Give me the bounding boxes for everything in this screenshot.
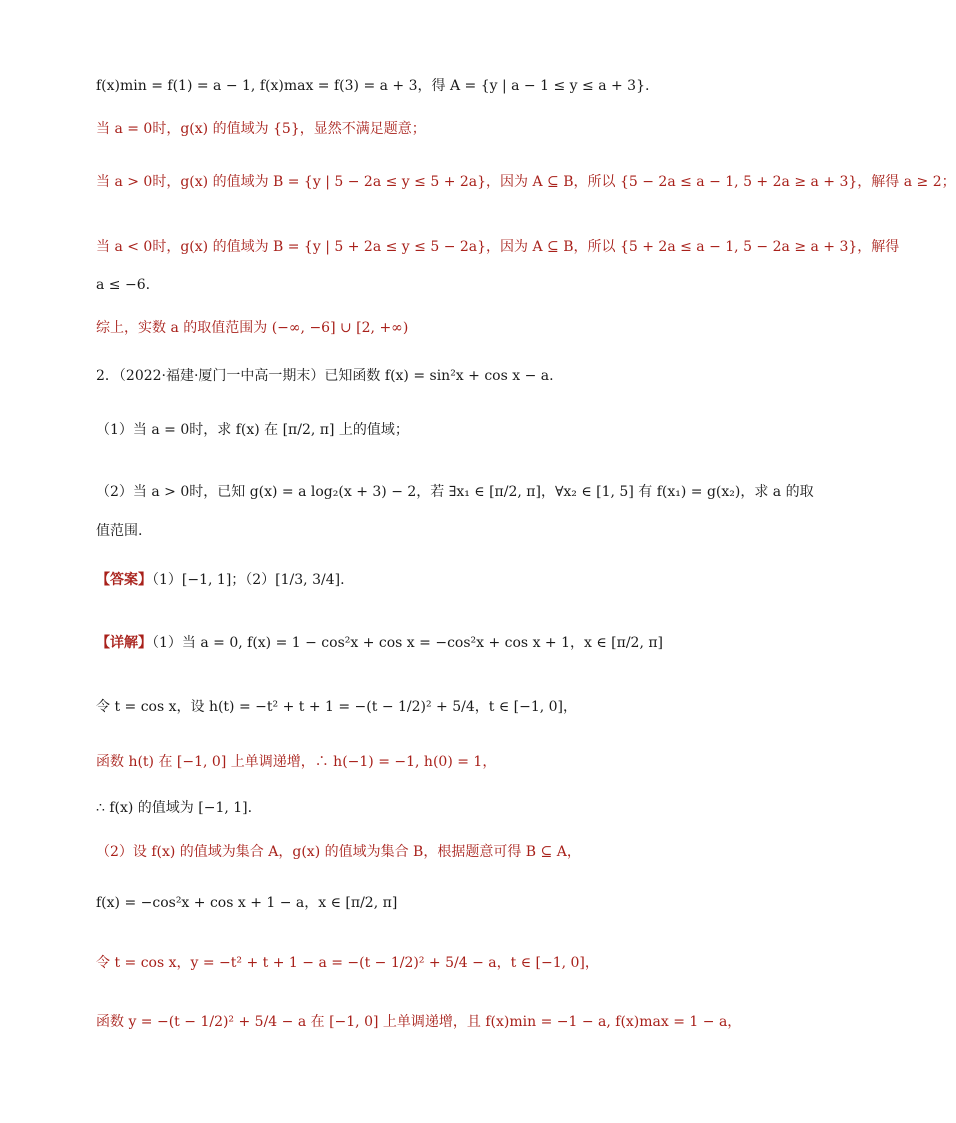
problem-title: 2．（2022·福建·厦门一中高一期末）已知函数 f(x) = sin²x + cos x − a. [96, 368, 554, 384]
text-line-1: f(x)min = f(1) = a − 1, f(x)max = f(3) = a + 3，得 A = {y | a − 1 ≤ y ≤ a + 3}. [96, 78, 650, 94]
text-line-2: 当 a = 0时，g(x) 的值域为 {5}，显然不满足题意； [96, 121, 426, 137]
detail-line-1: 【详解】（1）当 a = 0, f(x) = 1 − cos²x + cos x = −cos²x + cos x + 1，x ∈ [π/2, π] [96, 635, 664, 651]
section-label: 【详解】 [96, 635, 152, 651]
detail-line-3: 函数 h(t) 在 [−1, 0] 上单调递增，∴ h(−1) = −1, h(0) = 1， [96, 754, 497, 770]
answer-line: 【答案】（1）[−1, 1]；（2）[1/3, 3/4]. [96, 572, 345, 588]
detail-line-8: 函数 y = −(t − 1/2)² + 5/4 − a 在 [−1, 0] 上单调递增，且 f(x)min = −1 − a, f(x)max = 1 − a， [96, 1014, 742, 1030]
detail-line-7: 令 t = cos x，y = −t² + t + 1 − a = −(t − 1/2)² + 5/4 − a，t ∈ [−1, 0]， [96, 955, 599, 971]
text-line-5: a ≤ −6. [96, 277, 151, 293]
detail-line-4: ∴ f(x) 的值域为 [−1, 1]. [96, 800, 253, 816]
detail-line-6: f(x) = −cos²x + cos x + 1 − a，x ∈ [π/2, π] [96, 895, 398, 911]
problem-part-1: （1）当 a = 0时，求 f(x) 在 [π/2, π] 上的值域； [96, 422, 409, 438]
text-line-4: 当 a < 0时，g(x) 的值域为 B = {y | 5 + 2a ≤ y ≤ 5 − 2a}，因为 A ⊆ B，所以 {5 + 2a ≤ a − 1, 5 − 2a ≥ a + 3}，解得 [96, 239, 900, 255]
text-line-3: 当 a > 0时，g(x) 的值域为 B = {y | 5 − 2a ≤ y ≤ 5 + 2a}，因为 A ⊆ B，所以 {5 − 2a ≤ a − 1, 5 + 2a ≥ a + 3}，解得 a ≥ 2； [96, 174, 956, 190]
detail-line-2: 令 t = cos x，设 h(t) = −t² + t + 1 = −(t − 1/2)² + 5/4，t ∈ [−1, 0]， [96, 699, 578, 715]
text-line-6: 综上，实数 a 的取值范围为 (−∞, −6] ∪ [2, +∞) [96, 320, 409, 336]
section-label: 【答案】 [96, 572, 152, 588]
problem-part-2: （2）当 a > 0时，已知 g(x) = a log₂(x + 3) − 2，若 ∃x₁ ∈ [π/2, π]，∀x₂ ∈ [1, 5] 有 f(x₁) = g(x₂)，求 a 的取 [96, 484, 814, 500]
detail-line-5: （2）设 f(x) 的值域为集合 A，g(x) 的值域为集合 B，根据题意可得 B ⊆ A， [96, 844, 581, 860]
problem-part-2-cont: 值范围. [96, 523, 143, 539]
